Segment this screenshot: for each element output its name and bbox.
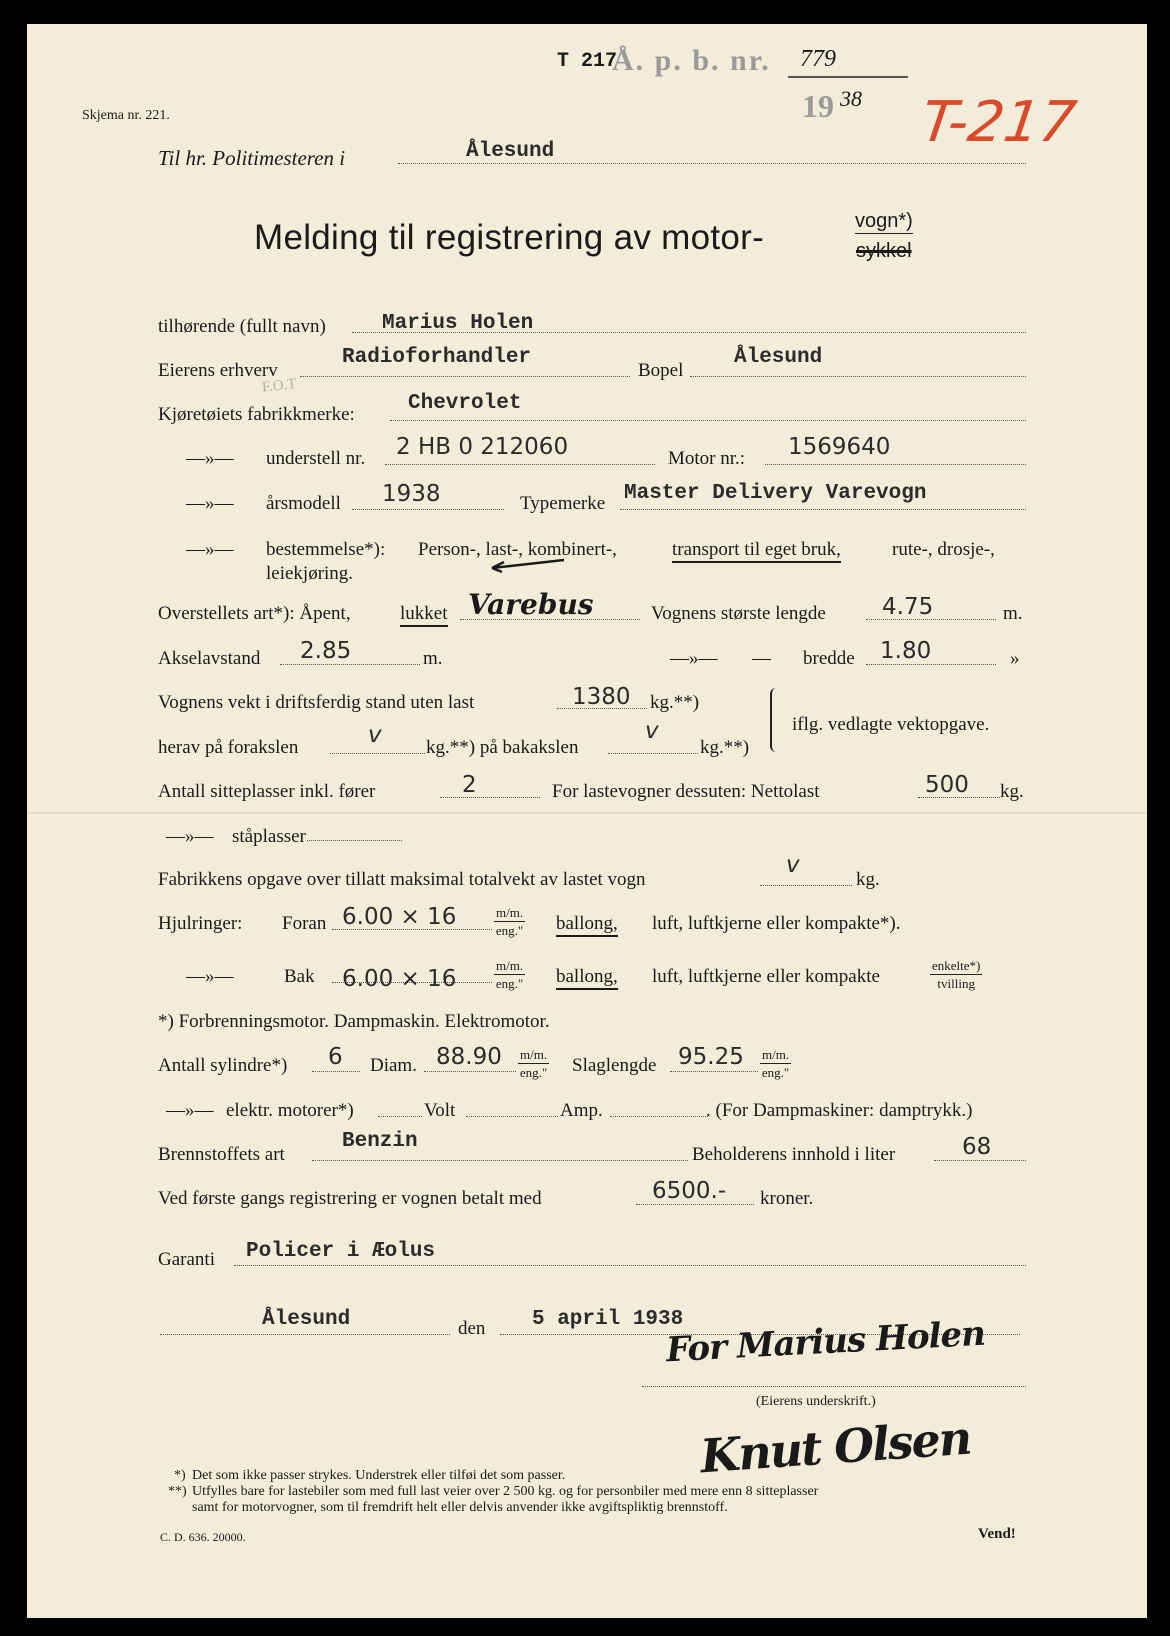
amp-label: Amp.	[560, 1100, 603, 1121]
unit-fraction: m/m. eng."	[761, 1047, 790, 1080]
tank-label: Beholderens innhold i liter	[692, 1144, 896, 1165]
engine-types: *) Forbrenningsmotor. Dampmaskin. Elektromotor.	[158, 1011, 550, 1032]
cylinders-label: Antall sylindre*)	[158, 1055, 288, 1076]
rear-axle-label: kg.**) på bakakslen	[426, 737, 579, 758]
purpose-line2: leiekjøring.	[266, 563, 354, 584]
tyres-rear-value: 6.00 × 16	[342, 966, 457, 992]
seats-label: Antall sitteplasser inkl. fører	[158, 781, 376, 802]
fuel-value: Benzin	[342, 1130, 418, 1153]
model-year-value: 1938	[382, 481, 441, 507]
occupation-label: Eierens erhverv	[158, 360, 278, 381]
tyres-rear-label: Bak	[284, 966, 315, 987]
signature-place: Ålesund	[262, 1308, 351, 1331]
tyres-rear-rest: luft, luftkjerne eller kompakte	[652, 966, 880, 987]
standing-label: ståplasser	[232, 826, 306, 847]
twin-fraction: enkelte*) tvilling	[932, 958, 981, 991]
archive-number: 779	[800, 46, 836, 72]
body-selected: lukket	[400, 603, 448, 627]
footnote-1: Det som ikke passer strykes. Understrek eller tilføi det som passer.	[192, 1468, 566, 1483]
steam-label: . (For Dampmaskiner: damptrykk.)	[706, 1100, 973, 1121]
unit-fraction: m/m. eng."	[519, 1047, 548, 1080]
officer-signature: Knut Olsen	[698, 1410, 972, 1484]
faded-note: F.O.T	[261, 376, 298, 396]
den-label: den	[458, 1318, 486, 1339]
wheelbase-unit: m.	[423, 648, 443, 669]
ditto-mark: —»—	[670, 648, 718, 669]
cargo-unit: kg.	[1000, 781, 1024, 802]
bore-label: Diam.	[370, 1055, 417, 1076]
purpose-label: bestemmelse*):	[266, 539, 386, 560]
tyres-front-rest: luft, luftkjerne eller kompakte*).	[652, 913, 901, 934]
body-value: Varebus	[468, 588, 594, 621]
make-value: Chevrolet	[408, 392, 522, 415]
width-label: bredde	[803, 648, 855, 669]
tyres-label: Hjulringer:	[158, 913, 243, 934]
make-label: Kjøretøiets fabrikkmerke:	[158, 404, 355, 425]
title-option-vogn: vogn*)	[855, 210, 913, 232]
dash-mark: —	[752, 648, 771, 669]
chassis-label: understell nr.	[266, 448, 366, 469]
footnote-2-mark: **)	[168, 1484, 187, 1499]
stroke-label: Slaglengde	[572, 1055, 657, 1076]
addressee-label: Til hr. Politimesteren i	[158, 146, 346, 170]
turn-over: Vend!	[978, 1526, 1016, 1542]
type-label: Typemerke	[520, 493, 606, 514]
price-unit: kroner.	[760, 1188, 814, 1209]
front-axle-label: herav på forakslen	[158, 737, 299, 758]
body-label: Overstellets art*): Åpent,	[158, 603, 351, 624]
ditto-mark: —»—	[166, 1100, 214, 1121]
insurance-value: Policer i Æolus	[246, 1240, 436, 1263]
purpose-selected: transport til eget bruk,	[672, 539, 841, 563]
length-label: Vognens største lengde	[651, 603, 826, 624]
weight-value: 1380	[572, 684, 631, 710]
volt-label: Volt	[424, 1100, 456, 1121]
seats-value: 2	[462, 772, 477, 798]
ditto-mark: —»—	[186, 448, 234, 469]
cargo-label: For lastevogner dessuten: Nettolast	[552, 781, 820, 802]
rear-axle-value: v	[645, 718, 659, 744]
archive-prefix: T 217	[557, 50, 618, 73]
weight-note: iflg. vedlagte vektopgave.	[792, 714, 990, 735]
length-unit: m.	[1003, 603, 1023, 624]
fuel-label: Brennstoffets art	[158, 1144, 285, 1165]
ditto-mark: —»—	[186, 966, 234, 987]
tyres-front-label: Foran	[282, 913, 327, 934]
unit-fraction: m/m. eng."	[495, 958, 524, 991]
maxweight-value: v	[786, 852, 800, 878]
signature-date: 5 april 1938	[532, 1308, 684, 1331]
tyres-rear-selected: ballong,	[556, 966, 618, 990]
wheelbase-label: Akselavstand	[158, 648, 261, 669]
arrow-mark	[488, 556, 568, 574]
red-archive-mark: T-217	[917, 90, 1080, 155]
type-value: Master Delivery Varevogn	[624, 482, 927, 505]
rear-axle-unit: kg.**)	[700, 737, 750, 758]
maxweight-label: Fabrikkens opgave over tillatt maksimal totalvekt av lastet vogn	[158, 869, 646, 890]
length-value: 4.75	[882, 594, 934, 620]
ditto-mark: —»—	[186, 493, 234, 514]
model-year-label: årsmodell	[266, 493, 341, 514]
tyres-front-value: 6.00 × 16	[342, 904, 457, 930]
motor-value: 1569640	[788, 434, 891, 460]
footnote-1-mark: *)	[174, 1468, 186, 1483]
footnote-2b: samt for motorvogner, som til fremdrift helt eller delvis anvender ikke avgiftspliktig brennstoff.	[192, 1500, 728, 1515]
print-code: C. D. 636. 20000.	[160, 1530, 246, 1544]
tank-value: 68	[962, 1134, 992, 1160]
width-unit: »	[1010, 648, 1020, 669]
form-title: Melding til registrering av motor-	[254, 218, 765, 257]
archive-year-printed: 19	[802, 88, 834, 124]
front-axle-value: v	[368, 722, 382, 748]
stroke-value: 95.25	[678, 1044, 744, 1070]
insurance-label: Garanti	[158, 1249, 215, 1270]
bracket	[770, 688, 778, 752]
cargo-value: 500	[925, 772, 969, 798]
tyres-front-selected: ballong,	[556, 913, 618, 937]
electric-label: elektr. motorer*)	[226, 1100, 354, 1121]
form-number: Skjema nr. 221.	[82, 108, 170, 123]
addressee-place: Ålesund	[466, 140, 555, 163]
purpose-rest: rute-, drosje-,	[892, 539, 995, 560]
wheelbase-value: 2.85	[300, 638, 352, 664]
price-value: 6500.-	[652, 1178, 727, 1204]
archive-year-hand: 38	[840, 86, 862, 111]
owner-signature: For Marius Holen	[665, 1313, 986, 1371]
purpose-options: Person-, last-, kombinert-,	[418, 539, 617, 560]
footnote-2a: Utfylles bare for lastebiler som med full last veier over 2 500 kg. og for personbiler med mere enn 8 sitteplasser	[192, 1484, 819, 1499]
owner-value: Marius Holen	[382, 312, 534, 335]
signature-caption: (Eierens underskrift.)	[756, 1394, 876, 1409]
ditto-mark: —»—	[186, 539, 234, 560]
residence-label: Bopel	[638, 360, 684, 381]
unit-fraction: m/m. eng."	[495, 905, 524, 938]
maxweight-unit: kg.	[856, 869, 880, 890]
price-label: Ved første gangs registrering er vognen betalt med	[158, 1188, 542, 1209]
paper-fold	[27, 812, 1147, 814]
form-paper	[27, 24, 1147, 1618]
cylinders-value: 6	[328, 1044, 343, 1070]
occupation-value: Radioforhandler	[342, 346, 532, 369]
width-value: 1.80	[880, 638, 932, 664]
motor-label: Motor nr.:	[668, 448, 746, 469]
owner-label: tilhørende (fullt navn)	[158, 316, 326, 337]
bore-value: 88.90	[436, 1044, 502, 1070]
residence-value: Ålesund	[734, 346, 823, 369]
weight-unit: kg.**)	[650, 692, 700, 713]
chassis-value: 2 HB 0 212060	[396, 434, 569, 460]
weight-label: Vognens vekt i driftsferdig stand uten last	[158, 692, 475, 713]
archive-stamp: Å. p. b. nr.	[612, 44, 771, 77]
ditto-mark: —»—	[166, 826, 214, 847]
title-option-sykkel: sykkel	[856, 240, 912, 262]
